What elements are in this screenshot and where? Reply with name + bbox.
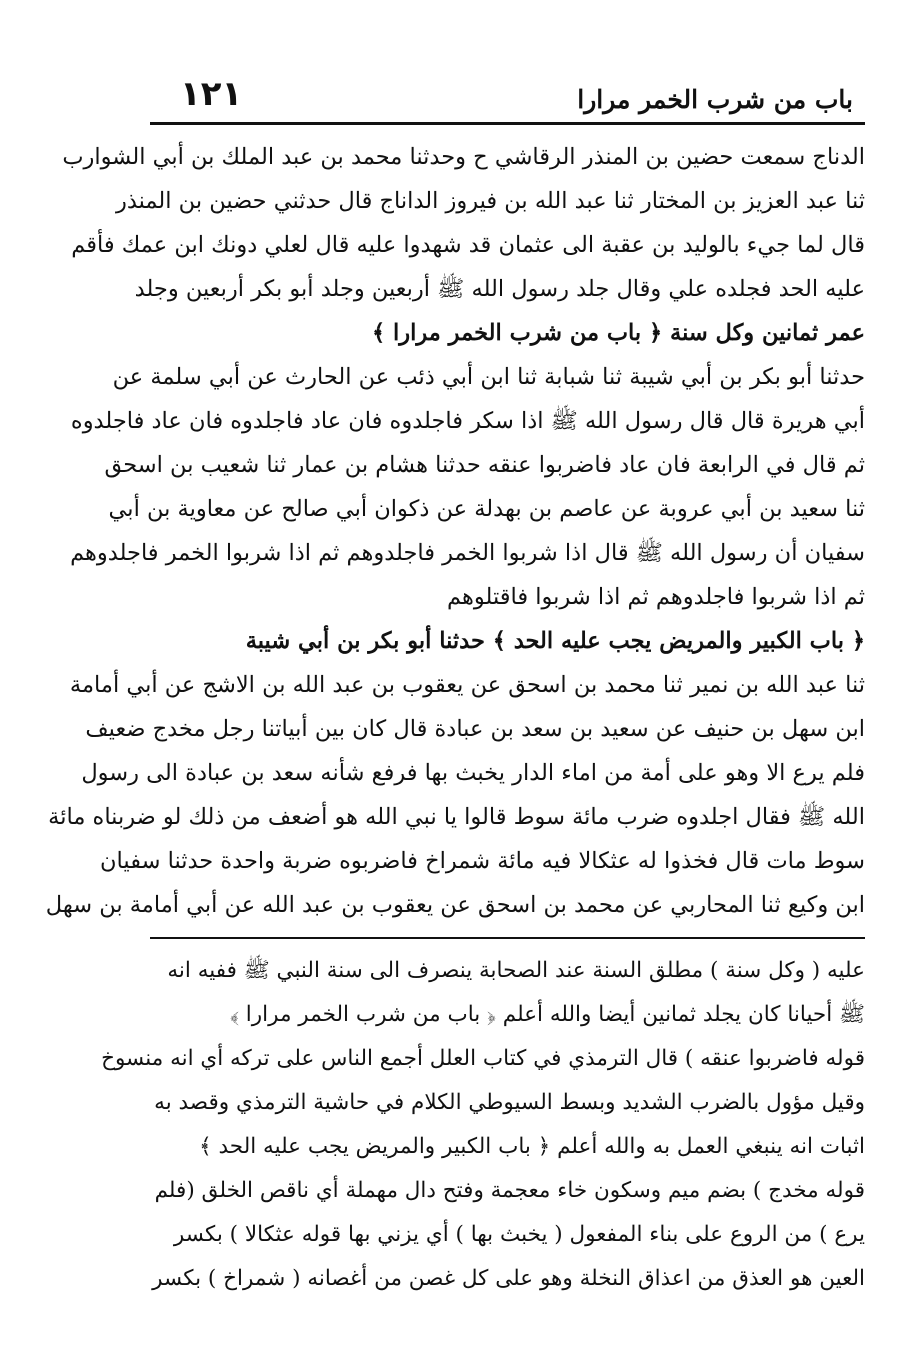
footnote-line: اثبات انه ينبغي العمل به والله أعلم ﴿ باب الكبير والمريض يجب عليه الحد ﴾ [199,1134,865,1159]
text-line: عمر ثمانين وكل سنة ﴿ باب من شرب الخمر مرارا ﴾ [372,320,865,346]
text-line: أبي هريرة قال قال رسول الله ﷺ اذا سكر فاجلدوه فان عاد فاجلدوه فان عاد فاجلدوه [70,408,865,434]
footnote-line: قوله مخدج ) بضم ميم وسكون خاء معجمة وفتح دال مهملة أي ناقص الخلق (فلم [154,1178,865,1203]
footnote-line: يرع ) من الروع على بناء المفعول ( يخبث بها ) أي يزني بها قوله عثكالا ) بكسر [173,1222,865,1247]
footnote-line: قوله فاضربوا عنقه ) قال الترمذي في كتاب العلل أجمع الناس على تركه أي انه منسوخ [101,1046,865,1071]
footnote-line: العين هو العذق من اعذاق النخلة وهو على كل غصن من أغصانه ( شمراخ ) بكسر [152,1266,865,1291]
page-number: ١٢١ [180,74,243,114]
footnote-line: عليه ( وكل سنة ) مطلق السنة عند الصحابة ينصرف الى سنة النبي ﷺ ففيه انه [167,958,865,983]
text-line: ثم اذا شربوا فاجلدوهم ثم اذا شربوا فاقتلوهم [447,584,865,610]
text-line: فلم يرع الا وهو على أمة من اماء الدار يخبث بها فرفع شأنه سعد بن عبادة الى رسول [81,760,865,786]
footnote-rule [150,937,865,939]
text-line: سوط مات قال فخذوا له عثكالا فيه مائة شمراخ فاضربوه ضربة واحدة حدثنا سفيان [100,848,865,874]
text-line: ثنا سعيد بن أبي عروبة عن عاصم بن بهدلة عن ذكوان أبي صالح عن معاوية بن أبي [108,496,865,522]
header-rule [150,122,865,125]
footnote-line: وقيل مؤول بالضرب الشديد وبسط السيوطي الكلام في حاشية الترمذي وقصد به [154,1090,865,1115]
text-line: ثنا عبد العزيز بن المختار ثنا عبد الله بن فيروز الداناج قال حدثني حضين بن المنذر [115,188,865,214]
text-line: ابن وكيع ثنا المحاربي عن محمد بن اسحق عن يعقوب بن عبد الله عن أبي أمامة بن سهل [45,892,865,918]
text-line: حدثنا أبو بكر بن أبي شيبة ثنا شبابة ثنا ابن أبي ذئب عن الحارث عن أبي سلمة عن [112,364,865,390]
text-line: سفيان أن رسول الله ﷺ قال اذا شربوا الخمر فاجلدوهم ثم اذا شربوا الخمر فاجلدوهم [70,540,865,566]
text-line: ابن سهل بن حنيف عن سعيد بن سعد بن عبادة قال كان بين أبياتنا رجل مخدج ضعيف [85,716,865,742]
footnotes [101,949,865,1301]
page-header [150,60,865,120]
text-line: عليه الحد فجلده علي وقال جلد رسول الله ﷺ أربعين وجلد أبو بكر أربعين وجلد [134,276,865,302]
running-title: باب من شرب الخمر مرارا [577,85,853,114]
main-text [45,135,865,927]
text-line: ثم قال في الرابعة فان عاد فاضربوا عنقه حدثنا هشام بن عمار ثنا شعيب بن اسحق [104,452,865,478]
book-page [45,60,865,1330]
text-line: الله ﷺ فقال اجلدوه ضرب مائة سوط قالوا يا نبي الله هو أضعف من ذلك لو ضربناه مائة [48,804,865,830]
footnote-line: ﷺ أحيانا كان يجلد ثمانين أيضا والله أعلم ﴿ باب من شرب الخمر مرارا ﴾ [230,1002,865,1027]
text-line: ﴿ باب الكبير والمريض يجب عليه الحد ﴾ حدثنا أبو بكر بن أبي شيبة [245,628,865,654]
text-line: قال لما جيء بالوليد بن عقبة الى عثمان قد شهدوا عليه قال لعلي دونك ابن عمك فأقم [71,232,865,258]
text-line: ثنا عبد الله بن نمير ثنا محمد بن اسحق عن يعقوب بن عبد الله بن الاشج عن أبي أمامة [69,672,865,698]
text-line: الدناج سمعت حضين بن المنذر الرقاشي ح وحدثنا محمد بن عبد الملك بن أبي الشوارب [62,144,865,170]
